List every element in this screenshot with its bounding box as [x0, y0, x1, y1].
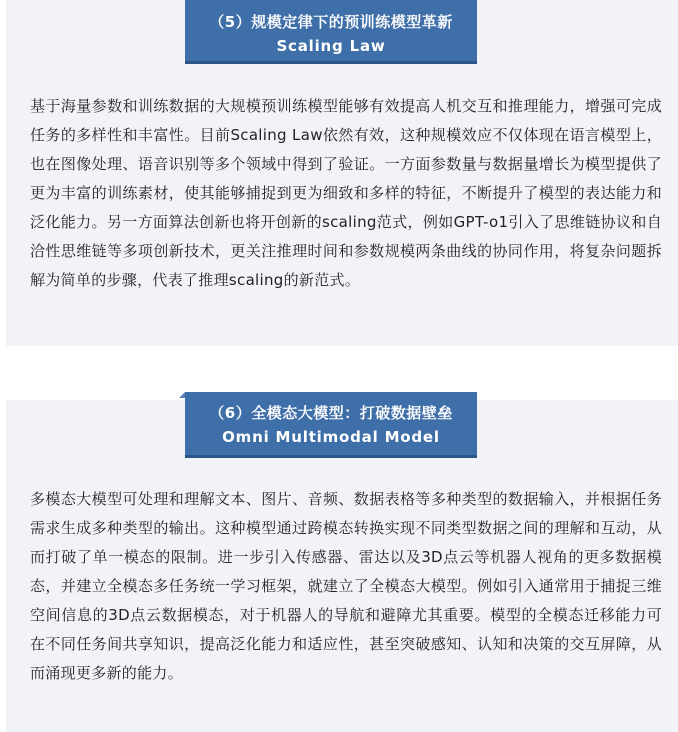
section-title: （5）规模定律下的预训练模型革新	[209, 13, 453, 31]
section-banner-omni-multimodal	[185, 392, 477, 458]
section-subtitle: Scaling Law	[276, 37, 386, 55]
section-banner-scaling-law	[185, 0, 477, 64]
section-paragraph: 多模态大模型可处理和理解文本、图片、音频、数据表格等多种类型的数据输入，并根据任务需求生成多种类型的输出。这种模型通过跨模态转换实现不同类型数据之间的理解和互动，从而打破了单一模态的限制。进一步引入传感器、雷达以及3D点云等机器人视角的更多数据模态，并建立全模态多任务统一学习框架，就建立了全模态大模型。例如引入通常用于捕捉三维空间信息的3D点云数据模态，对于机器人的导航和避障尤其重要。模型的全模态迁移能力可在不同任务间共享知识，提高泛化能力和适应性，甚至突破感知、认知和决策的交互屏障，从而涌现更多新的能力。	[30, 490, 662, 682]
section-subtitle: Omni Multimodal Model	[222, 428, 440, 446]
banner-corner-fold	[179, 392, 185, 398]
section-title: （6）全模态大模型：打破数据壁垒	[209, 404, 453, 422]
section-paragraph: 基于海量参数和训练数据的大规模预训练模型能够有效提高人机交互和推理能力，增强可完成任务的多样性和丰富性。目前Scaling Law依然有效，这种规模效应不仅体现在语言模型上，也在图像处理、语音识别等多个领域中得到了验证。一方面参数量与数据量增长为模型提供了更为丰富的训练素材，使其能够捕捉到更为细致和多样的特征，不断提升了模型的表达能力和泛化能力。另一方面算法创新也将开创新的scaling范式，例如GPT-o1引入了思维链协议和自洽性思维链等多项创新技术，更关注推理时间和参数规模两条曲线的协同作用，将复杂问题拆解为简单的步骤，代表了推理scaling的新范式。	[30, 97, 662, 289]
